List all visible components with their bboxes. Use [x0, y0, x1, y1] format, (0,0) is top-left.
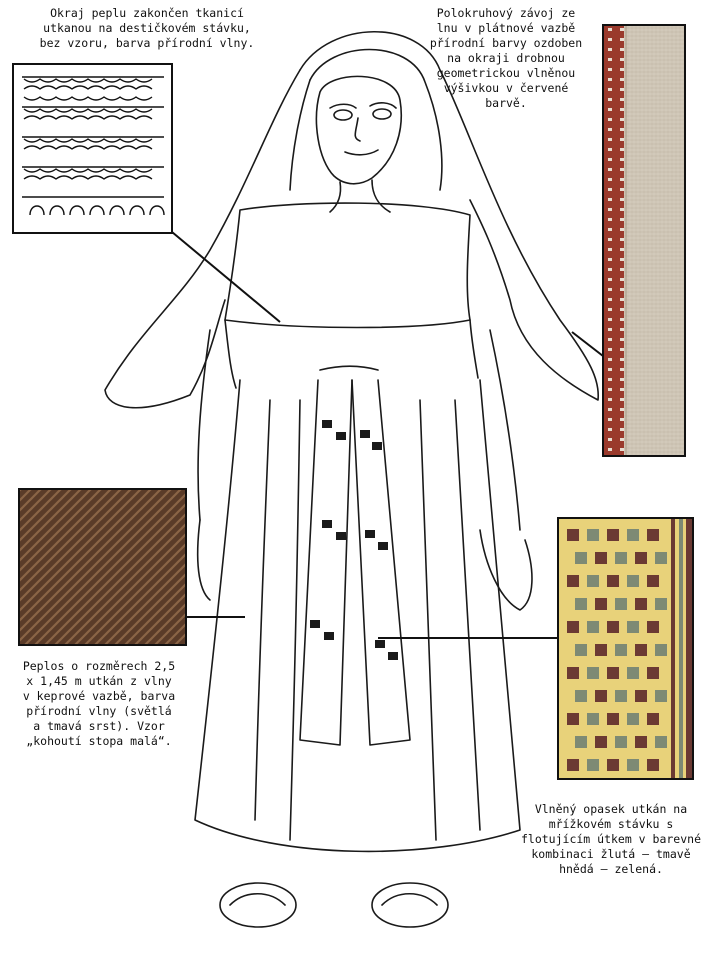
- belt-pattern-block: [567, 759, 579, 771]
- belt-pattern-block: [627, 667, 639, 679]
- belt-pattern-block: [575, 552, 587, 564]
- belt-pattern-block: [595, 736, 607, 748]
- tablet-weave-diagram-icon: [14, 65, 171, 232]
- belt-pattern-block: [635, 690, 647, 702]
- belt-pattern-block: [587, 575, 599, 587]
- belt-pattern-block: [575, 736, 587, 748]
- belt-caption: Vlněný opasek utkán na mřížkovém stávku s flotujícím útkem v barevné kombinaci žlutá – tmavě hnědá – zelená.: [520, 802, 701, 876]
- belt-pattern-block: [567, 529, 579, 541]
- belt-pattern-block: [655, 598, 667, 610]
- belt-pattern-block: [587, 529, 599, 541]
- belt-pattern-block: [647, 667, 659, 679]
- tablet-weave-diagram-inset: [12, 63, 173, 234]
- grid-weave-belt-swatch-icon: [559, 519, 692, 778]
- grid-weave-belt-swatch: [557, 517, 694, 780]
- belt-pattern-block: [567, 667, 579, 679]
- belt-pattern-block: [575, 598, 587, 610]
- belt-pattern-block: [587, 713, 599, 725]
- wool-twill-swatch-icon: [20, 490, 185, 644]
- belt-pattern-block: [607, 667, 619, 679]
- belt-pattern-block: [627, 575, 639, 587]
- belt-pattern-block: [587, 667, 599, 679]
- belt-pattern-block: [607, 759, 619, 771]
- veil-caption: Polokruhový závoj ze lnu v plátnové vazbě přírodní barvy ozdoben na okraji drobnou geometrickou vlněnou výšivkou v červené barvě.: [429, 6, 583, 110]
- belt-pattern-block: [655, 736, 667, 748]
- belt-pattern-block: [575, 644, 587, 656]
- belt-pattern-block: [595, 644, 607, 656]
- belt-pattern-block: [627, 759, 639, 771]
- belt-pattern-block: [587, 621, 599, 633]
- belt-pattern-block: [647, 759, 659, 771]
- belt-pattern-block: [655, 644, 667, 656]
- belt-pattern-block: [595, 690, 607, 702]
- belt-pattern-block: [567, 621, 579, 633]
- belt-pattern-block: [575, 690, 587, 702]
- veil-linen-swatch: [602, 24, 686, 457]
- belt-pattern-block: [635, 598, 647, 610]
- wool-twill-swatch: [18, 488, 187, 646]
- belt-pattern-block: [635, 644, 647, 656]
- belt-pattern-block: [615, 598, 627, 610]
- belt-pattern-block: [615, 736, 627, 748]
- belt-pattern-block: [647, 713, 659, 725]
- belt-pattern-block: [567, 713, 579, 725]
- hem-caption: Okraj peplu zakončen tkanicí utkanou na destičkovém stávku, bez vzoru, barva přírodní vlny.: [39, 6, 255, 50]
- veil-linen-swatch-icon: [604, 26, 684, 455]
- belt-pattern-block: [627, 621, 639, 633]
- belt-pattern-block: [587, 759, 599, 771]
- belt-pattern-block: [647, 575, 659, 587]
- belt-pattern-block: [567, 575, 579, 587]
- belt-pattern-block: [595, 552, 607, 564]
- belt-pattern-block: [647, 621, 659, 633]
- belt-pattern-block: [615, 690, 627, 702]
- belt-pattern-block: [607, 713, 619, 725]
- belt-pattern-block: [655, 552, 667, 564]
- belt-pattern-block: [607, 621, 619, 633]
- peplos-caption: Peplos o rozměrech 2,5 x 1,45 m utkán z vlny v keprové vazbě, barva přírodní vlny (světlá a tmavá srst). Vzor „kohoutí stopa malá“.: [22, 659, 176, 748]
- belt-pattern-block: [607, 529, 619, 541]
- belt-pattern-block: [635, 736, 647, 748]
- belt-pattern-block: [615, 552, 627, 564]
- belt-pattern-block: [595, 598, 607, 610]
- belt-pattern-block: [615, 644, 627, 656]
- belt-pattern-block: [627, 713, 639, 725]
- belt-pattern-block: [635, 552, 647, 564]
- belt-pattern-block: [647, 529, 659, 541]
- belt-pattern-block: [655, 690, 667, 702]
- belt-pattern-block: [607, 575, 619, 587]
- belt-pattern-block: [627, 529, 639, 541]
